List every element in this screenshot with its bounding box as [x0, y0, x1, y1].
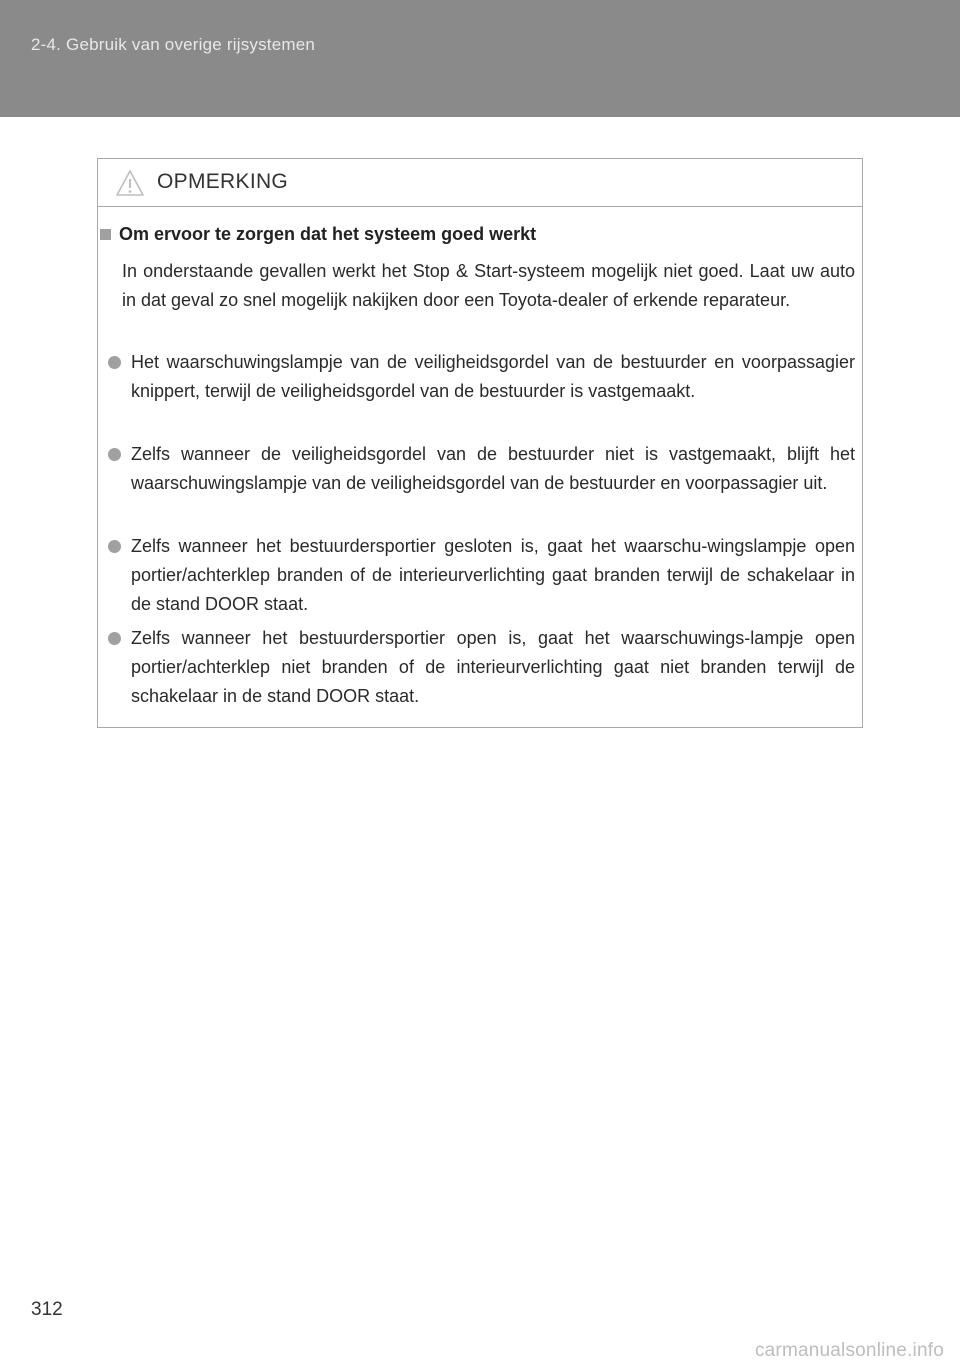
list-item-text: Zelfs wanneer de veiligheidsgordel van de bestuurder niet is vastgemaakt, blijft het waarschuwingslampje van de veiligheidsgordel van de bestuurder en voorpassagier uit.	[131, 444, 855, 493]
warning-triangle-icon	[115, 169, 145, 197]
list-item-text: Het waarschuwingslampje van de veiligheidsgordel van de bestuurder en voorpassagier knippert, terwijl de veiligheidsgordel van de bestuurder is vastgemaakt.	[131, 352, 855, 401]
notice-box	[97, 158, 863, 728]
section-heading-text: Om ervoor te zorgen dat het systeem goed werkt	[119, 224, 537, 244]
notice-title: OPMERKING	[157, 170, 289, 193]
bullet-dot-icon	[108, 632, 121, 645]
header-band	[0, 0, 960, 117]
page-number: 312	[31, 1299, 63, 1320]
list-item	[108, 532, 855, 619]
square-bullet-icon	[100, 229, 111, 240]
watermark: carmanualsonline.info	[754, 1340, 944, 1361]
section-heading	[100, 224, 536, 245]
list-item	[108, 440, 855, 498]
notice-header	[98, 159, 862, 207]
bullet-dot-icon	[108, 356, 121, 369]
list-item-text: Zelfs wanneer het bestuurdersportier open is, gaat het waarschuwings-lampje open portier/achterklep niet branden of de interieurverlichting gaat niet branden terwijl de schakelaar in de stand DOOR staat.	[131, 628, 855, 706]
list-item	[108, 624, 855, 711]
section-title: 2-4. Gebruik van overige rijsystemen	[31, 35, 316, 54]
intro-paragraph: In onderstaande gevallen werkt het Stop & Start-systeem mogelijk niet goed. Laat uw auto in dat geval zo snel mogelijk nakijken door een Toyota-dealer of erkende reparateur.	[122, 261, 855, 310]
bullet-dot-icon	[108, 540, 121, 553]
list-item-text: Zelfs wanneer het bestuurdersportier gesloten is, gaat het waarschu-wingslampje open portier/achterklep branden of de interieurverlichting gaat branden terwijl de schakelaar in de stand DOOR staat.	[131, 536, 855, 614]
bullet-dot-icon	[108, 448, 121, 461]
list-item	[108, 348, 855, 406]
